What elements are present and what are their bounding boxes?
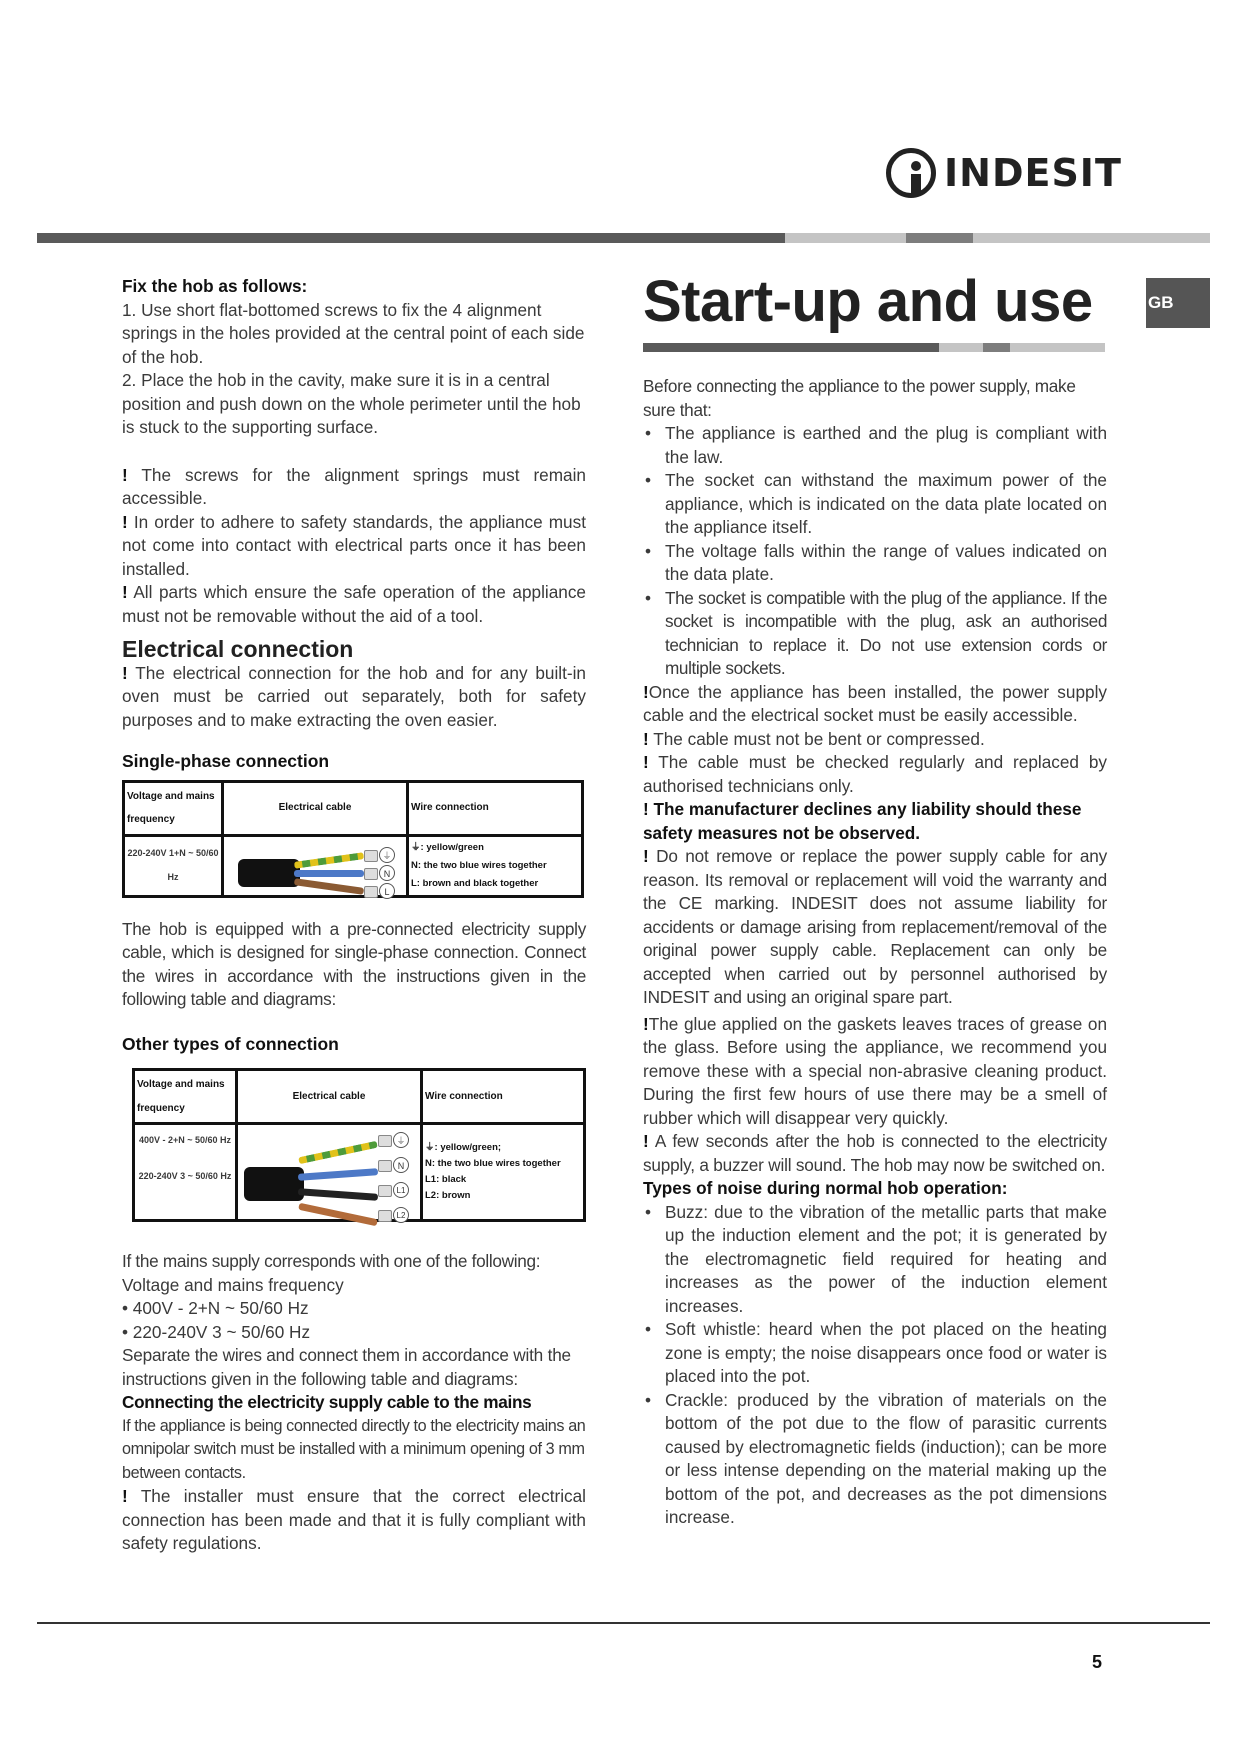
note-remove-cable: ! Do not remove or replace the power supply cable for any reason. Its removal or replacement will void the warranty and the CE marking. INDESIT does not assume liability for accidents or damage arising from replacement/removal of the original power supply cable. Replacement can only be accepted when carried out by personnel authorised by INDESIT and using an original spare part.	[643, 846, 1108, 1007]
electrical-note: ! The electrical connection for the hob and for any built-in oven must be carried out separately, both for safety purposes and to make extracting the oven easier.	[122, 662, 586, 730]
single-phase-table	[122, 780, 584, 898]
single-wire-neutral: N: the two blue wires together	[411, 859, 547, 871]
other-voltage-cell	[134, 1124, 237, 1221]
single-phase-paragraph: The hob is equipped with a pre-connected electricity supply cable, which is designed for single-phase connection. Connect the wires in accordance with the instructions given in the following table and diagrams:	[122, 918, 586, 1009]
fix-step-1: 1. Use short flat-bottomed screws to fix the 4 alignment springs in the holes provided at the central point of each side of the hob.	[122, 299, 585, 367]
line-terminal: L	[379, 883, 395, 899]
connecting-text: If the appliance is being connected directly to the electricity mains an omnipolar switch must be installed with a minimum opening of 3 mm between contacts.	[122, 1416, 586, 1482]
single-col-wires: Wire connection	[408, 781, 583, 835]
other-wire-l1: L1: black	[425, 1174, 467, 1185]
note-checked: ! The cable must be checked regularly and replaced by authorised technicians only.	[643, 752, 1107, 796]
other-col-cable: Electrical cable	[237, 1070, 422, 1124]
check-item-1: • The appliance is earthed and the plug is compliant with the law.	[643, 422, 1107, 469]
note-accessible: !Once the appliance has been installed, the power supply cable and the electrical socket must be easily accessible.	[643, 681, 1107, 725]
other-voltage-1: 400V - 2+N ~ 50/60 Hz	[138, 1135, 232, 1145]
startup-intro: Before connecting the appliance to the power supply, make sure that:	[643, 376, 1076, 420]
note-liability: ! The manufacturer declines any liability should these safety measures not be observed.	[643, 799, 1082, 843]
earth-icon-2: ⏚	[425, 1142, 435, 1153]
single-wire-line: L: brown and black together	[411, 877, 539, 889]
noise-buzz: • Buzz: due to the vibration of the metallic parts that make up the induction element and the pot; it is generated by the electromagnetic field required for heating and increases as the power of the induction element increases.	[643, 1201, 1107, 1319]
note-safety-standards: ! In order to adhere to safety standards, the appliance must not come into contact with electrical parts once it has been installed.	[122, 511, 586, 579]
other-wire-l2: L2: brown	[425, 1190, 471, 1201]
earth-terminal-icon: ⏚	[379, 847, 395, 863]
noise-heading: Types of noise during normal hob operation:	[643, 1178, 1008, 1198]
l1-terminal: L1	[393, 1182, 409, 1198]
single-col-cable: Electrical cable	[223, 781, 408, 835]
header-bar-mid	[906, 233, 973, 243]
title-underline-dark	[643, 343, 939, 352]
single-wire-legend	[408, 835, 583, 896]
header-bar-light	[785, 233, 906, 243]
electrical-connection-heading: Electrical connection	[122, 636, 354, 662]
check-item-3: • The voltage falls within the range of values indicated on the data plate.	[643, 540, 1107, 587]
header-bar-light-2	[973, 233, 1210, 243]
note-buzzer: ! A few seconds after the hob is connected to the electricity supply, a buzzer will sound. The hob may now be switched on.	[643, 1131, 1107, 1175]
other-col-wires: Wire connection	[422, 1070, 585, 1124]
single-wire-earth: ⏚: yellow/green	[411, 841, 484, 853]
page-title: Start-up and use	[643, 269, 1093, 334]
other-wire-neutral: N: the two blue wires together	[425, 1158, 561, 1169]
l2-terminal: L2	[393, 1207, 409, 1223]
other-voltage-2: 220-240V 3 ~ 50/60 Hz	[138, 1170, 232, 1181]
single-col-voltage: Voltage and mains frequency	[124, 781, 223, 835]
note-screws: ! The screws for the alignment springs must remain accessible.	[122, 464, 586, 508]
noise-list	[643, 1201, 1107, 1530]
mains-option-1: • 400V - 2+N ~ 50/60 Hz	[122, 1298, 309, 1318]
other-types-table	[132, 1068, 586, 1222]
noise-whistle: • Soft whistle: heard when the pot placed on the heating zone is empty; the noise disappears once food or water is placed into the pot.	[643, 1318, 1107, 1389]
mains-intro: If the mains supply corresponds with one of the following:	[122, 1251, 541, 1271]
single-cable-diagram	[223, 835, 408, 896]
header-bar-dark	[37, 233, 785, 243]
other-col-voltage: Voltage and mains frequency	[134, 1070, 237, 1124]
title-underline-mid	[983, 343, 1010, 352]
mains-label: Voltage and mains frequency	[122, 1274, 344, 1295]
installer-note: ! The installer must ensure that the correct electrical connection has been made and that it is fully compliant with safety regulations.	[122, 1486, 586, 1553]
language-tab: GB	[1146, 278, 1210, 328]
left-column	[122, 275, 586, 1556]
noise-crackle: • Crackle: produced by the vibration of materials on the bottom of the pot due to the flow of parasitic currents caused by electromagnetic fields (induction); can be more or less intense depending on the material making up the bottom of the pot, and decreases as the pot dimensions increase.	[643, 1389, 1107, 1530]
other-wire-legend	[422, 1124, 585, 1221]
note-safe-operation: ! All parts which ensure the safe operation of the appliance must not be removable without the aid of a tool.	[122, 582, 586, 626]
earth-icon: ⏚	[411, 841, 421, 853]
other-cable-diagram	[237, 1124, 422, 1221]
other-types-heading: Other types of connection	[122, 1033, 339, 1054]
neutral-terminal-2: N	[393, 1157, 409, 1173]
connecting-heading: Connecting the electricity supply cable to the mains	[122, 1392, 532, 1412]
single-voltage-value: 220-240V 1+N ~ 50/60 Hz	[124, 835, 223, 896]
right-column	[643, 375, 1107, 1530]
mains-option-2: • 220-240V 3 ~ 50/60 Hz	[122, 1321, 311, 1342]
note-glue: !The glue applied on the gaskets leaves traces of grease on the glass. Before using the appliance, we recommend you remove these with a special non-abrasive cleaning product. During the first few hours of use there may be a smell of rubber which will disappear very quickly.	[643, 1013, 1107, 1128]
title-underline-light	[939, 343, 983, 352]
check-item-4: • The socket is compatible with the plug of the appliance. If the socket is incompatible with the plug, ask an authorised technician to replace it. Do not use extension cords or multiple sockets.	[643, 587, 1107, 681]
separate-wires-text: Separate the wires and connect them in accordance with the instructions given in the following table and diagrams:	[122, 1345, 571, 1389]
earth-terminal-icon-2: ⏚	[393, 1132, 409, 1148]
startup-checklist	[643, 422, 1107, 681]
brand-logo	[886, 148, 1122, 210]
brand-name: INDESIT	[944, 151, 1122, 195]
check-item-2: • The socket can withstand the maximum power of the appliance, which is indicated on the data plate located on the appliance itself.	[643, 469, 1107, 540]
fix-step-2: 2. Place the hob in the cavity, make sure it is in a central position and push down on the whole perimeter until the hob is stuck to the supporting surface.	[122, 370, 581, 437]
title-underline-light-2	[1010, 343, 1105, 352]
info-icon	[886, 148, 936, 198]
footer-rule	[37, 1622, 1210, 1624]
note-bent: ! The cable must not be bent or compressed.	[643, 728, 985, 749]
neutral-terminal: N	[379, 865, 395, 881]
page-number: 5	[1092, 1652, 1103, 1672]
fix-heading: Fix the hob as follows:	[122, 276, 308, 296]
other-wire-earth: ⏚: yellow/green;	[425, 1142, 502, 1153]
single-phase-heading: Single-phase connection	[122, 751, 330, 771]
